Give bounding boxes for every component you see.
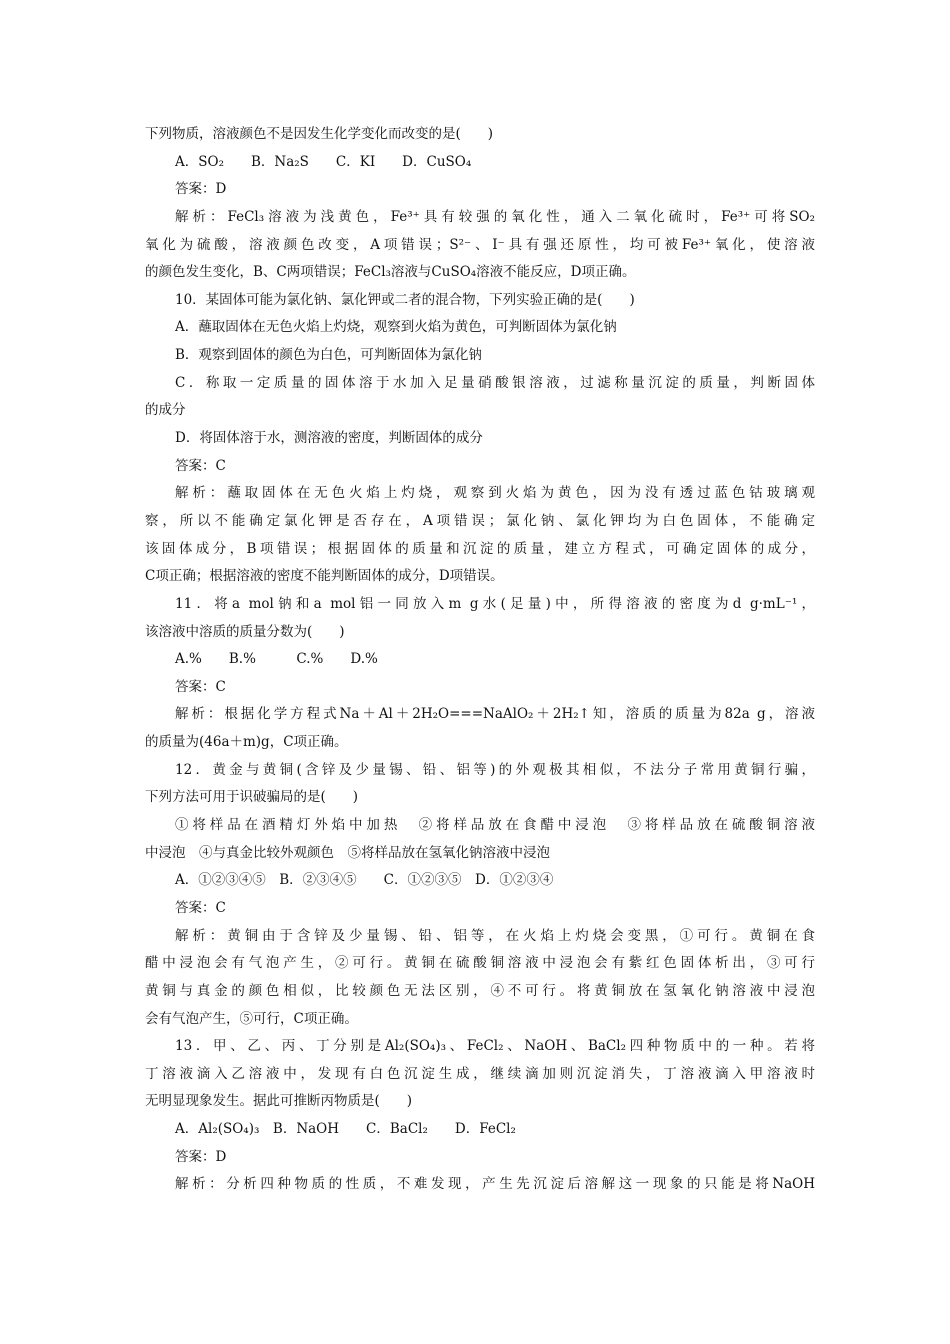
text-line: 12．黄金与黄铜(含锌及少量锡、铅、铝等)的外观极其相似，不法分子常用黄铜行骗， <box>175 761 815 778</box>
text-line: A．蘸取固体在无色火焰上灼烧，观察到火焰为黄色，可判断固体为氯化钠 <box>175 319 617 336</box>
text-line: 的质量为(46a＋m)g，C项正确。 <box>145 734 348 751</box>
text-line: 无明显现象发生。据此可推断丙物质是( ) <box>145 1093 413 1110</box>
text-line: 解析：分析四种物质的性质，不难发现，产生先沉淀后溶解这一现象的只能是将NaOH <box>175 1176 815 1193</box>
text-line: 中浸泡 ④与真金比较外观颜色 ⑤将样品放在氢氧化钠溶液中浸泡 <box>145 844 550 861</box>
document-page <box>145 121 815 1199</box>
text-line: 11．将a mol钠和a mol铝一同放入m g水(足量)中，所得溶液的密度为d g·mL⁻¹， <box>175 595 815 612</box>
text-line: 下列物质，溶液颜色不是因发生化学变化而改变的是( ) <box>145 126 494 142</box>
text-line: 会有气泡产生，⑤可行，C项正确。 <box>145 1010 358 1027</box>
text-line: 解析：蘸取固体在无色火焰上灼烧，观察到火焰为黄色，因为没有透过蓝色钴玻璃观 <box>175 485 815 502</box>
text-line: A．SO₂ B．Na₂S C．KI D．CuSO₄ <box>175 153 472 170</box>
text-line: 该溶液中溶质的质量分数为( ) <box>145 623 345 640</box>
text-line: 的颜色发生变化，B、C两项错误；FeCl₃溶液与CuSO₄溶液不能反应，D项正确。 <box>145 264 636 281</box>
text-line: 的成分 <box>145 402 186 419</box>
text-line: 答案：C <box>175 899 226 916</box>
text-line: 下列方法可用于识破骗局的是( ) <box>145 789 359 806</box>
text-line: 答案：C <box>175 457 226 474</box>
text-line: 10．某固体可能为氯化钠、氯化钾或二者的混合物，下列实验正确的是( ) <box>175 291 635 308</box>
text-line: 答案：D <box>175 1148 227 1165</box>
text-line: 解析：根据化学方程式Na＋Al＋2H₂O===NaAlO₂＋2H₂↑知，溶质的质量为82a g，溶液 <box>175 706 815 723</box>
text-line: 氧化为硫酸，溶液颜色改变，A项错误；S²⁻、I⁻具有强还原性，均可被Fe³⁺氧化，使溶液 <box>145 236 815 253</box>
text-line: A．Al₂(SO₄)₃ B．NaOH C．BaCl₂ D．FeCl₂ <box>175 1121 516 1138</box>
text-line: 丁溶液滴入乙溶液中，发现有白色沉淀生成，继续滴加则沉淀消失，丁溶液滴入甲溶液时 <box>145 1065 815 1082</box>
text-line: 解析：FeCl₃溶液为浅黄色，Fe³⁺具有较强的氧化性，通入二氧化硫时，Fe³⁺可将SO₂ <box>175 208 815 225</box>
text-line: C．称取一定质量的固体溶于水加入足量硝酸银溶液，过滤称量沉淀的质量，判断固体 <box>175 374 815 391</box>
text-line: 该固体成分，B项错误；根据固体的质量和沉淀的质量，建立方程式，可确定固体的成分， <box>145 540 815 557</box>
text-line: 察，所以不能确定氯化钾是否存在，A项错误；氯化钠、氯化钾均为白色固体，不能确定 <box>145 512 815 529</box>
text-line: C项正确；根据溶液的密度不能判断固体的成分，D项错误。 <box>145 568 504 585</box>
text-line: 醋中浸泡会有气泡产生，②可行。黄铜在硫酸铜溶液中浸泡会有紫红色固体析出，③可行 <box>145 955 815 972</box>
text-line: 答案：C <box>175 678 226 695</box>
text-line: ①将样品在酒精灯外焰中加热 ②将样品放在食醋中浸泡 ③将样品放在硫酸铜溶液 <box>175 817 815 834</box>
text-line: B．观察到固体的颜色为白色，可判断固体为氯化钠 <box>175 347 482 364</box>
text-line: 答案：D <box>175 181 227 198</box>
text-line: 黄铜与真金的颜色相似，比较颜色无法区别，④不可行。将黄铜放在氢氧化钠溶液中浸泡 <box>145 982 815 999</box>
text-line: D．将固体溶于水，测溶液的密度，判断固体的成分 <box>175 430 483 447</box>
text-line: 13．甲、乙、丙、丁分别是Al₂(SO₄)₃、FeCl₂、NaOH、BaCl₂四种物质中的一种。若将 <box>175 1038 815 1055</box>
text-line: A.% B.% C.% D.% <box>175 651 378 668</box>
text-line: A．①②③④⑤ B．②③④⑤ C．①②③⑤ D．①②③④ <box>175 872 554 889</box>
text-line: 解析：黄铜由于含锌及少量锡、铅、铝等，在火焰上灼烧会变黑，①可行。黄铜在食 <box>175 927 815 944</box>
